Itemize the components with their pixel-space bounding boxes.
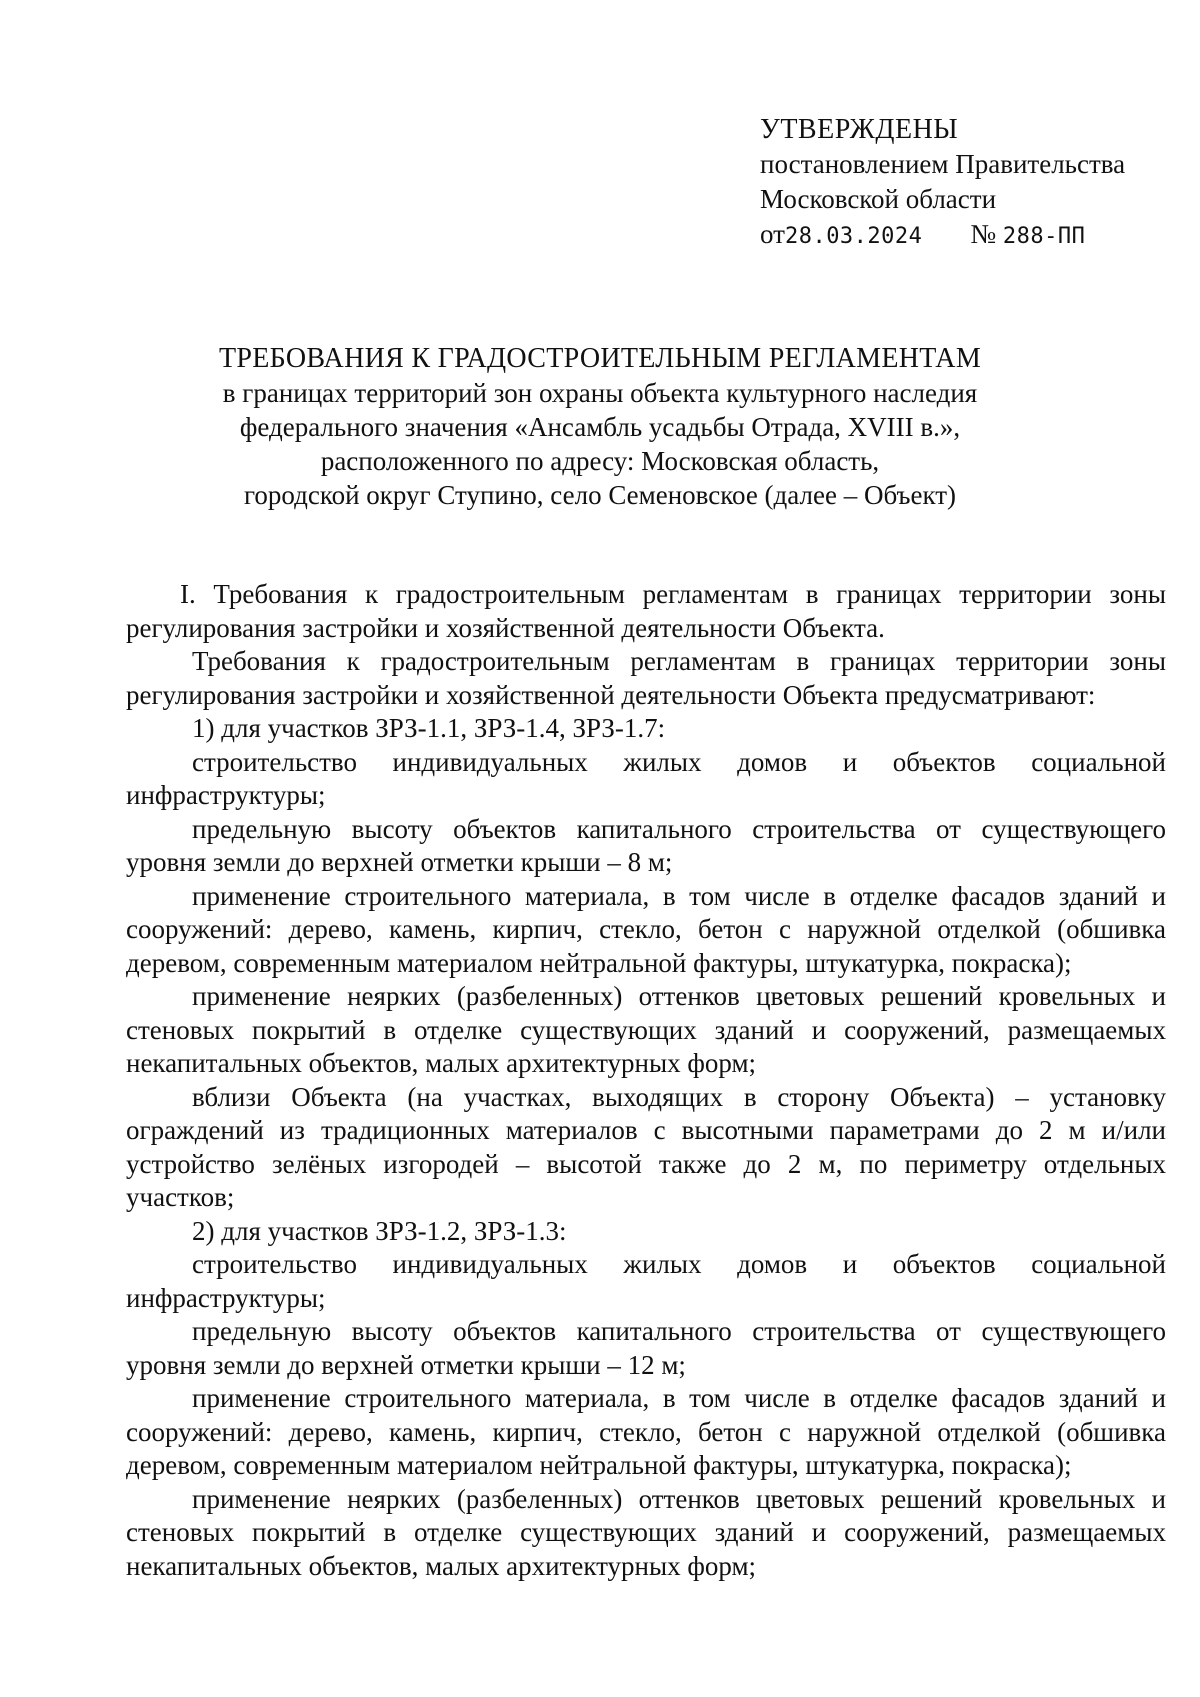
item-2-heading: 2) для участков ЗРЗ-1.2, ЗРЗ-1.3: <box>192 1215 567 1246</box>
approval-line-2: Московской области <box>760 184 997 214</box>
number-prefix: № <box>970 219 997 249</box>
approval-stamp-block <box>760 112 1125 254</box>
title-line-3: федерального значения «Ансамбль усадьбы Отрада, XVIII в.», <box>239 412 961 442</box>
item-1-paragraph: применение строительного материала, в том числе в отделке фасадов зданий и сооружений: дерево, камень, кирпич, стекло, бетон с наружной отделкой (обшивка деревом, современным материалом нейтральной фактуры, штукатурка, покраска); <box>126 880 1166 978</box>
approved-heading: УТВЕРЖДЕНЫ <box>760 114 959 145</box>
title-line-2: в границах территорий зон охраны объекта культурного наследия <box>222 378 978 408</box>
approval-number: 288-ПП <box>1002 224 1086 249</box>
approval-date: 28.03.2024 <box>784 224 923 249</box>
intro-paragraph: Требования к градостроительным регламентам в границах территории зоны регулирования застройки и хозяйственной деятельности Объекта предусматривают: <box>126 646 1166 710</box>
title-line-1: ТРЕБОВАНИЯ К ГРАДОСТРОИТЕЛЬНЫМ РЕГЛАМЕНТАМ <box>218 343 982 374</box>
title-line-5: городской округ Ступино, село Семеновское (далее – Объект) <box>243 480 957 510</box>
item-1-paragraph: предельную высоту объектов капитального строительства от существующего уровня земли до верхней отметки крыши – 8 м; <box>126 813 1166 877</box>
approval-date-line <box>760 217 1125 254</box>
document-body <box>126 578 1166 1583</box>
section-1-heading: I. Требования к градостроительным регламентам в границах территории зоны регулирования застройки и хозяйственной деятельности Объекта. <box>126 579 1166 643</box>
item-1-paragraph: вблизи Объекта (на участках, выходящих в сторону Объекта) – установку ограждений из традиционных материалов с высотными параметрами до 2 м и/или устройство зелёных изгородей – высотой также до 2 м, по периметру отдельных участков; <box>126 1081 1166 1212</box>
item-1-paragraph: строительство индивидуальных жилых домов и объектов социальной инфраструктуры; <box>126 746 1166 810</box>
item-2-paragraph: предельную высоту объектов капитального строительства от существующего уровня земли до верхней отметки крыши – 12 м; <box>126 1316 1166 1380</box>
item-1-paragraph: применение неярких (разбеленных) оттенков цветовых решений кровельных и стеновых покрытий в отделке существующих зданий и сооружений, размещаемых некапитальных объектов, малых архитектурных форм; <box>126 981 1166 1078</box>
item-2-paragraph: применение строительного материала, в том числе в отделке фасадов зданий и сооружений: дерево, камень, кирпич, стекло, бетон с наружной отделкой (обшивка деревом, современным материалом нейтральной фактуры, штукатурка, покраска); <box>126 1383 1166 1480</box>
date-prefix: от <box>760 219 785 249</box>
title-line-4: расположенного по адресу: Московская область, <box>320 446 880 476</box>
item-2-paragraph: строительство индивидуальных жилых домов и объектов социальной инфраструктуры; <box>126 1249 1166 1313</box>
item-2-paragraph: применение неярких (разбеленных) оттенков цветовых решений кровельных и стеновых покрытий в отделке существующих зданий и сооружений, размещаемых некапитальных объектов, малых архитектурных форм; <box>126 1483 1166 1581</box>
approval-line-1: постановлением Правительства <box>760 149 1126 179</box>
item-1-heading: 1) для участков ЗРЗ-1.1, ЗРЗ-1.4, ЗРЗ-1.7: <box>192 713 666 743</box>
document-title <box>160 342 1040 512</box>
